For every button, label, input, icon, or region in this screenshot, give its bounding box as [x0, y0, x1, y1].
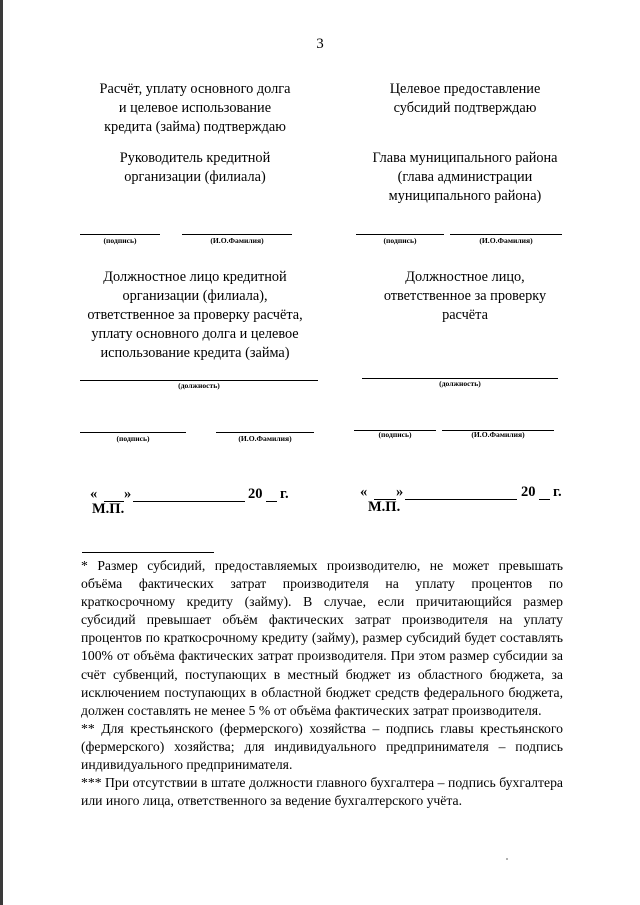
right-date-open-quote: «	[360, 484, 368, 500]
footnote-3: *** При отсутствии в штате должности главного бухгалтера – подпись бухгалтера или иного лица, ответственного за ведение бухгалтерского учёта.	[81, 775, 563, 809]
right-official-name-caption: (И.О.Фамилия)	[471, 430, 525, 439]
left-official-signature-caption: (подпись)	[116, 434, 150, 443]
left-head-signature-caption: (подпись)	[103, 236, 137, 245]
right-stamp-label: М.П.	[368, 499, 401, 515]
footnote-separator	[82, 552, 214, 553]
right-official-line-1: Должностное лицо,	[405, 269, 525, 285]
scan-left-edge	[0, 0, 3, 905]
right-head-name-caption: (И.О.Фамилия)	[479, 236, 533, 245]
right-head-name-line	[450, 234, 562, 235]
left-approval-line-1: Расчёт, уплату основного долга	[99, 81, 291, 97]
right-head-signature-caption: (подпись)	[383, 236, 417, 245]
right-approval-line-2: субсидий подтверждаю	[393, 100, 537, 116]
left-official-line-2: организации (филиала),	[122, 288, 268, 304]
page-number: 3	[316, 36, 324, 52]
right-approval-line-1: Целевое предоставление	[389, 81, 541, 97]
left-official-line-3: ответственное за проверку расчёта,	[87, 307, 303, 323]
left-official-line-5: использование кредита (займа)	[100, 345, 290, 361]
right-official-line-3: расчёта	[442, 307, 488, 323]
left-date-open-quote: «	[90, 486, 98, 502]
left-date-close-quote: »	[124, 486, 132, 502]
left-official-line-1: Должностное лицо кредитной	[103, 269, 287, 285]
right-head-line-1: Глава муниципального района	[372, 150, 558, 166]
right-head-signature-line	[356, 234, 444, 235]
right-head-line-3: муниципального района)	[388, 188, 542, 204]
footnotes	[81, 557, 563, 810]
left-head-line-1: Руководитель кредитной	[119, 150, 271, 166]
left-date-year-prefix: 20	[248, 486, 263, 502]
left-approval-line-3: кредита (займа) подтверждаю	[104, 119, 286, 135]
left-official-signature-line	[80, 432, 186, 433]
left-official-title	[45, 268, 345, 363]
left-official-name-line	[216, 432, 314, 433]
left-head-line-2: организации (филиала)	[124, 169, 266, 185]
right-date-year-suffix: г.	[553, 484, 562, 500]
right-official-line-2: ответственное за проверку	[383, 288, 547, 304]
footnote-1: * Размер субсидий, предоставляемых производителю, не может превышать объёма фактических затрат производителя на уплату процентов по краткосрочному кредиту (займу). В случае, если причитающийся размер субсидий превышает объём фактических затрат производителя на уплату процентов по краткосрочному кредиту (займу), размер субсидий будет составлять 100% от объёма фактических затрат производителя. При этом размер субсидии за счёт субвенций, поступающих в местный бюджет из областного бюджета, за исключением поступающих в областной бюджет средств федерального бюджета, должен составлять не менее 5 % от объёма фактических затрат производителя.	[81, 558, 563, 718]
left-position-caption: (должность)	[178, 381, 220, 390]
left-head-name-line	[182, 234, 292, 235]
left-date-year-line	[266, 501, 277, 502]
left-head-title	[60, 149, 330, 187]
right-date-year-line	[539, 499, 550, 500]
right-approval-header	[330, 80, 600, 118]
right-official-signature-caption: (подпись)	[378, 430, 412, 439]
left-approval-line-2: и целевое использование	[118, 100, 272, 116]
right-date-close-quote: »	[396, 484, 404, 500]
scan-speck	[506, 858, 508, 860]
left-head-name-caption: (И.О.Фамилия)	[210, 236, 264, 245]
left-stamp-label: М.П.	[92, 501, 125, 517]
left-approval-header	[60, 80, 330, 137]
footnote-2: ** Для крестьянского (фермерского) хозяйства – подпись главы крестьянского (фермерского) хозяйства; для индивидуального предпринимателя – подпись индивидуального предпринимателя.	[81, 720, 563, 773]
right-head-line-2: (глава администрации	[397, 169, 533, 185]
right-date-year-prefix: 20	[521, 484, 536, 500]
left-date-year-suffix: г.	[280, 486, 289, 502]
left-head-signature-line	[80, 234, 160, 235]
left-official-line-4: уплату основного долга и целевое	[91, 326, 299, 342]
left-official-name-caption: (И.О.Фамилия)	[238, 434, 292, 443]
right-position-caption: (должность)	[439, 379, 481, 388]
right-date-month-line	[405, 499, 517, 500]
right-head-title	[330, 149, 600, 206]
right-official-title	[330, 268, 600, 325]
left-date-month-line	[133, 501, 245, 502]
